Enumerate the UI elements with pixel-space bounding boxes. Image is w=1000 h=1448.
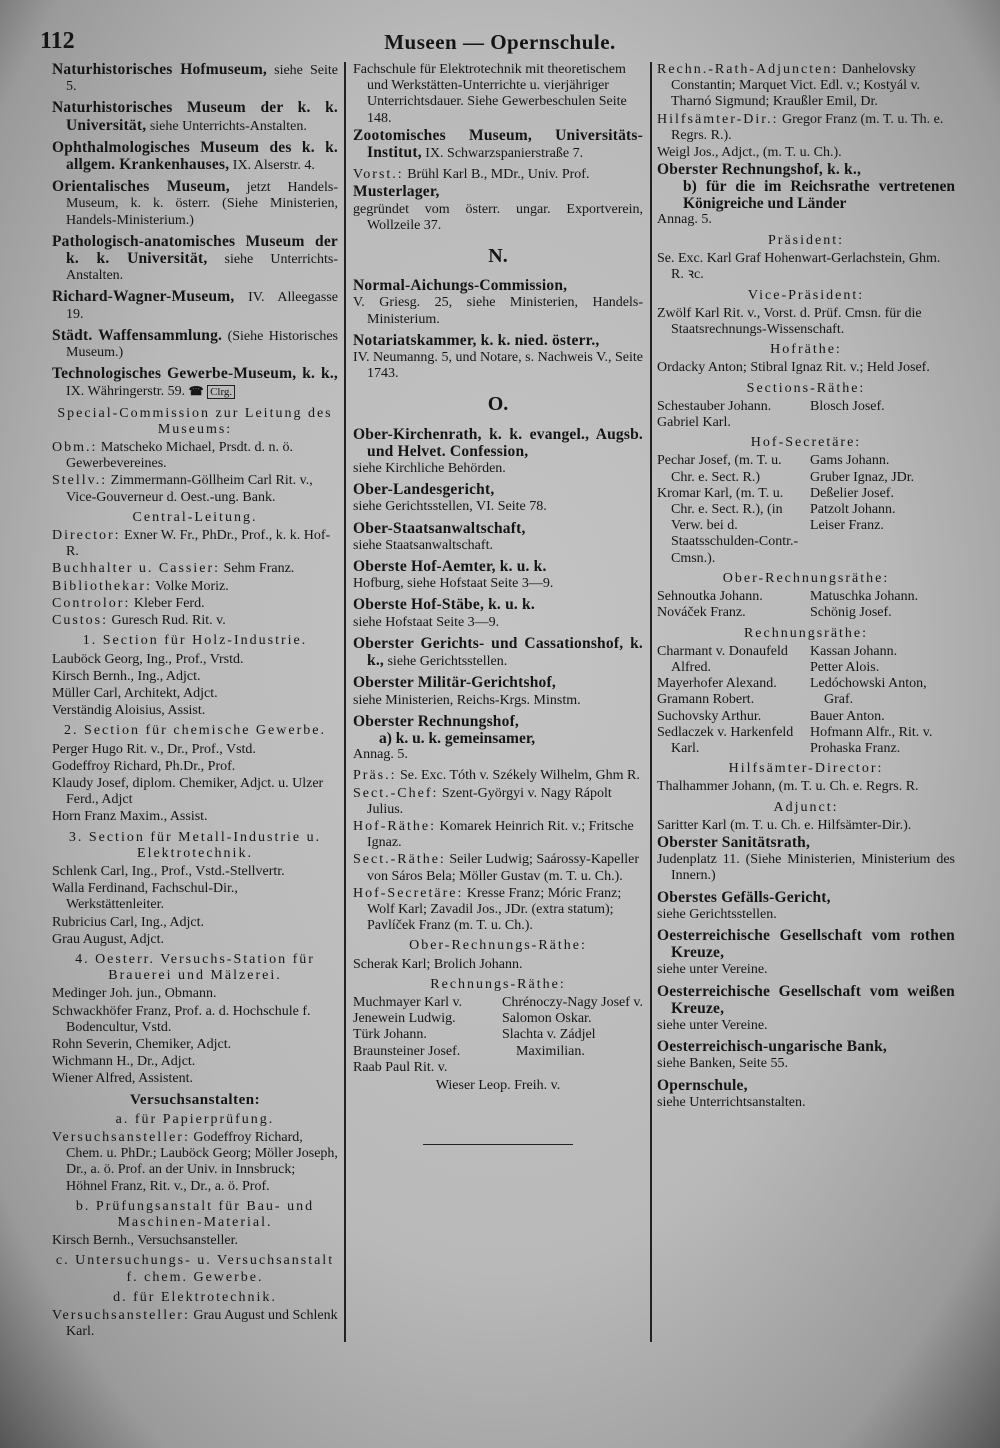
line-text: Schlenk Carl, Ing., Prof., Vstd.-Stellvertr.: [52, 863, 285, 879]
line-text: Seiler Ludwig; Saárossy-Kapeller von Sáros Bela; Möller Gustav (m. T. u. Ch.).: [367, 852, 640, 884]
person-line: [353, 819, 643, 851]
person-line: [52, 1054, 338, 1070]
person-line: [52, 1130, 338, 1195]
entry-details: IV. Neumanng. 5, und Notare, s. Nachweis V., Seite 1743.: [353, 350, 643, 382]
entry-details: siehe Seite 5.: [66, 63, 338, 95]
entry-title: Oberste Hof-Stäbe, k. u. k.: [353, 596, 535, 614]
role-label: Hof-Secretäre:: [353, 885, 464, 901]
directory-entry: [353, 559, 643, 592]
person-line: [657, 779, 955, 795]
line-text: Fachschule für Elektrotechnik mit theoretischem und Werkstätten-Unterrichte u. vierjähriger Unterrichtsdauer. Siehe Gewerbeschulen Seite 148.: [353, 62, 627, 126]
person-line: [353, 786, 643, 818]
directory-entry: [52, 289, 338, 322]
role-label: Vorst.:: [353, 167, 404, 183]
list-column-left: [657, 453, 802, 566]
entry-details: siehe Unterrichts-Anstalten.: [66, 252, 338, 284]
line-text: Godeffroy Richard, Chem. u. PhDr.; Lauböck Georg; Möller Joseph, Dr., a. ö. Prof. an der Univ. in Innsbruck; Höhnel Franz, Rit. v., Dr., a. ö. Prof.: [66, 1129, 338, 1194]
line-text: Gregor Franz (m. T. u. Th. e. Regrs. R.).: [671, 111, 944, 143]
line-text: Verständig Aloisius, Assist.: [52, 703, 206, 719]
directory-entry: [52, 140, 338, 174]
directory-entry: [657, 890, 955, 923]
directory-entry: [52, 234, 338, 285]
list-item: Chrénoczy-Nagy Josef v.: [502, 994, 643, 1010]
list-item: Patzolt Johann.: [810, 502, 896, 518]
line-text: Horn Franz Maxim., Assist.: [52, 809, 208, 825]
directory-entry: [353, 636, 643, 670]
person-line: [353, 768, 643, 784]
role-label: Buchhalter u. Cassier:: [52, 561, 221, 577]
list-item: Gruber Ignaz, JDr.: [810, 469, 915, 485]
entry-details: gegründet vom österr. ungar. Exportverein, Wollzeile 37.: [353, 201, 643, 233]
person-line: [52, 1308, 338, 1340]
person-line: [52, 759, 338, 775]
line-text: Schwackhöfer Franz, Prof. a. d. Hochschule f. Bodencultur, Vstd.: [52, 1003, 311, 1035]
entry-details: siehe unter Vereine.: [657, 962, 768, 978]
entry-subtitle: a) k. u. k. gemeinsamer,: [379, 729, 536, 747]
list-item: Gramann Robert.: [657, 692, 755, 708]
centered-line: Wieser Leop. Freih. v.: [435, 1077, 561, 1093]
person-line: [52, 776, 338, 808]
list-item: Matuschka Johann.: [810, 589, 919, 605]
list-item: Petter Alois.: [810, 659, 880, 675]
line-text: Lauböck Georg, Ing., Prof., Vrstd.: [52, 651, 244, 667]
list-item: Pechar Josef, (m. T. u. Chr. e. Sect. R.): [657, 453, 782, 485]
section-heading: 1. Section für Holz-Industrie.: [82, 633, 308, 649]
entry-details: siehe Gerichtsstellen, VI. Seite 78.: [353, 499, 547, 515]
line-text: Wiener Alfred, Assistent.: [52, 1071, 193, 1087]
list-column-right: [810, 453, 955, 566]
line-text: Kleber Ferd.: [133, 595, 205, 611]
list-column-right: [810, 399, 955, 431]
two-column-list: [657, 453, 955, 566]
entry-details: IX. Alserstr. 4.: [232, 158, 315, 174]
entry-details: IV. Alleegasse 19.: [66, 290, 338, 322]
person-line: [52, 440, 338, 472]
directory-entry: [657, 984, 955, 1035]
directory-entry: [657, 162, 955, 228]
list-item: Charmant v. Donaufeld Alfred.: [657, 643, 788, 675]
line-text: Se. Exc. Karl Graf Hohenwart-Gerlachstein, Ghm. R. ꝛc.: [657, 251, 941, 283]
directory-entry: [657, 1039, 955, 1072]
entry-details: siehe Banken, Seite 55.: [657, 1056, 789, 1072]
role-label: Versuchsansteller:: [52, 1308, 190, 1324]
person-line: [657, 306, 955, 338]
role-label: Custos:: [52, 613, 109, 629]
person-line: [52, 473, 338, 505]
entry-title: Oesterreichische Gesellschaft vom weißen Kreuze,: [657, 982, 955, 1017]
directory-entry: [52, 179, 338, 229]
list-item: Ledóchowski Anton, Graf.: [810, 676, 927, 708]
person-line: [52, 561, 338, 577]
line-text: Guresch Rud. Rit. v.: [111, 613, 226, 629]
list-item: Schönig Josef.: [810, 605, 892, 621]
section-heading: 2. Section für chemische Gewerbe.: [64, 723, 326, 739]
section-heading: Versuchsanstalten:: [129, 1091, 261, 1108]
list-column-left: [657, 644, 802, 757]
end-rule: [423, 1144, 573, 1145]
section-heading: b. Prüfungsanstalt für Bau- und Maschinen-Material.: [75, 1198, 315, 1230]
entry-details: siehe Staatsanwaltschaft.: [353, 537, 493, 553]
person-line: [52, 579, 338, 595]
line-text: Thalhammer Johann, (m. T. u. Ch. e. Regrs. R.: [657, 779, 919, 795]
person-line: [353, 852, 643, 884]
person-line: [52, 742, 338, 758]
entry-title: Oberstes Gefälls-Gericht,: [657, 888, 831, 906]
line-text: Grau August und Schlenk Karl.: [66, 1308, 338, 1340]
line-text: Danhelovsky Constantin; Marquet Vict. Edl. v.; Kostyál v. Tharnó Sigmund; Kraußler Emil, Dr.: [671, 62, 921, 110]
entry-title: Oberster Rechnungshof, k. k.,: [657, 161, 862, 179]
entry-title: Orientalisches Museum,: [52, 178, 230, 196]
line-text: Zwölf Karl Rit. v., Vorst. d. Prüf. Cmsn. für die Staatsrechnungs-Wissenschaft.: [657, 305, 922, 338]
section-heading: Hofräthe:: [770, 342, 842, 358]
entry-details: IX. Schwarzspanierstraße 7.: [425, 146, 584, 162]
person-line: [52, 1233, 338, 1249]
person-line: [52, 881, 338, 913]
line-text: Matscheko Michael, Prsdt. d. n. ö. Gewerbevereines.: [66, 440, 293, 472]
entry-details: siehe Gerichtsstellen.: [657, 906, 777, 922]
role-label: Controlor:: [52, 595, 131, 611]
two-column-list: [657, 644, 955, 757]
entry-title: Oesterreichische Gesellschaft vom rothen Kreuze,: [657, 926, 955, 962]
list-item: Slachta v. Zádjel Maximilian.: [502, 1027, 596, 1059]
entry-details: IX. Währingerstr. 59.: [66, 384, 186, 400]
entry-details: siehe Kirchliche Behörden.: [353, 461, 506, 477]
entry-details: siehe Gerichtsstellen.: [387, 654, 508, 670]
section-heading: Präsident:: [768, 233, 844, 249]
line-text: Komarek Heinrich Rit. v.; Fritsche Ignaz.: [367, 818, 634, 851]
entry-title: Städt. Waffensammlung.: [52, 326, 223, 344]
list-item: Deßelier Josef.: [810, 485, 894, 501]
entry-details: siehe Hofstaat Seite 3—9.: [353, 614, 500, 630]
person-line: [52, 932, 338, 948]
line-text: Weigl Jos., Adjct., (m. T. u. Ch.).: [657, 145, 842, 161]
section-heading: Adjunct:: [773, 799, 839, 815]
directory-entry: [52, 62, 338, 95]
line-text: Grau August, Adjct.: [52, 931, 164, 947]
person-line: [52, 613, 338, 629]
directory-entry: [52, 366, 338, 400]
entry-title: Oberste Hof-Aemter, k. u. k.: [353, 558, 547, 576]
two-column-list: [657, 589, 955, 621]
entry-details: Judenplatz 11. (Siehe Ministerien, Ministerium des Innern.): [657, 852, 955, 884]
list-item: Suchovsky Arthur.: [657, 708, 762, 724]
line-text: Müller Carl, Architekt, Adjct.: [52, 685, 218, 701]
person-line: [52, 1037, 338, 1053]
person-line: [52, 669, 338, 685]
line-text: Rohn Severin, Chemiker, Adjct.: [52, 1036, 232, 1052]
person-line: [657, 251, 955, 283]
person-line: [52, 596, 338, 612]
section-heading: 3. Section für Metall-Industrie u. Elektrotechnik.: [68, 829, 322, 861]
entry-details: siehe Unterrichts-Anstalten.: [149, 118, 307, 134]
entry-title: Ober-Staatsanwaltschaft,: [353, 519, 526, 537]
status-badge: Clrg.: [207, 385, 235, 399]
entry-details: Hofburg, siehe Hofstaat Seite 3—9.: [353, 576, 554, 592]
line-text: Klaudy Josef, diplom. Chemiker, Adjct. u. Ulzer Ferd., Adjct: [52, 775, 324, 808]
list-column-right: [502, 995, 643, 1076]
line-text: Sehm Franz.: [223, 561, 295, 577]
list-item: Hofmann Alfr., Rit. v.: [810, 724, 933, 740]
list-item: Muchmayer Karl v.: [353, 994, 463, 1010]
list-item: Nováček Franz.: [657, 605, 746, 621]
line-text: Wichmann H., Dr., Adjct.: [52, 1054, 196, 1070]
line-text: Szent-Györgyi v. Nagy Rápolt Julius.: [367, 785, 612, 817]
person-line: [52, 703, 338, 719]
entry-title: Opernschule,: [657, 1076, 748, 1094]
person-line: [353, 957, 643, 973]
section-heading: a. für Papierprüfung.: [115, 1111, 275, 1127]
list-column-left: [657, 589, 802, 621]
list-item: Leiser Franz.: [810, 518, 884, 534]
list-item: Salomon Oskar.: [502, 1011, 592, 1027]
person-line: [657, 360, 955, 376]
entry-title: Notariatskammer, k. k. nied. österr.,: [353, 331, 600, 349]
person-line: [353, 167, 643, 183]
list-column-left: [657, 399, 802, 431]
line-text: Saritter Karl (m. T. u. Ch. e. Hilfsämter-Dir.).: [657, 817, 912, 833]
directory-entry: [353, 278, 643, 328]
directory-entry: [657, 1078, 955, 1111]
list-item: Kromar Karl, (m. T. u. Chr. e. Sect. R.), (in Verw. bei d. Staatsschulden-Contr.-Cmsn.).: [657, 485, 799, 566]
section-heading: Vice-Präsident:: [747, 287, 865, 303]
entry-title: Richard-Wagner-Museum,: [52, 288, 235, 306]
role-label: Sect.-Räthe:: [353, 852, 446, 868]
entry-title: Normal-Aichungs-Commission,: [353, 277, 568, 295]
role-label: Rechn.-Rath-Adjuncten:: [657, 62, 839, 77]
person-line: [52, 809, 338, 825]
role-label: Sect.-Chef:: [353, 785, 439, 801]
person-line: [52, 1071, 338, 1087]
entry-title: Oberster Gerichts- und Cassationshof, k. k.,: [353, 634, 643, 670]
line-text: Kirsch Bernh., Ing., Adjct.: [52, 668, 201, 684]
role-label: Präs.:: [353, 768, 397, 784]
person-line: [657, 145, 955, 161]
list-item: Schestauber Johann.: [657, 398, 772, 414]
entry-details: Annag. 5.: [657, 211, 712, 227]
column-left: [52, 62, 338, 1341]
section-heading: Ober-Rechnungs-Räthe:: [409, 938, 587, 954]
entry-details: siehe unter Vereine.: [657, 1017, 768, 1033]
list-column-left: [353, 995, 494, 1076]
person-line: [52, 652, 338, 668]
list-column-right: [810, 589, 955, 621]
line-text: Kirsch Bernh., Versuchsansteller.: [52, 1233, 238, 1249]
section-heading: Special-Commission zur Leitung des Museums:: [57, 405, 333, 437]
list-item: Mayerhofer Alexand.: [657, 676, 777, 692]
section-heading: Central-Leitung.: [132, 509, 258, 525]
column-middle: [353, 62, 643, 1145]
entry-details: siehe Unterrichtsanstalten.: [657, 1094, 806, 1110]
person-line: [52, 864, 338, 880]
telephone-icon: ☎: [188, 384, 204, 399]
entry-title: Ophthalmologisches Museum des k. k. allgem. Krankenhauses,: [52, 138, 338, 174]
entry-title: Ober-Landesgericht,: [353, 481, 495, 499]
directory-entry: [353, 482, 643, 515]
list-item: Kassan Johann.: [810, 643, 898, 659]
entry-title: Oberster Sanitätsrath,: [657, 833, 811, 851]
entry-details: siehe Ministerien, Reichs-Krgs. Minstm.: [353, 692, 581, 708]
person-line: [52, 528, 338, 560]
line-text: Godeffroy Richard, Ph.Dr., Prof.: [52, 758, 236, 774]
directory-entry: [657, 928, 955, 979]
entry-title: Pathologisch-anatomisches Museum der k. k. Universität,: [52, 232, 338, 268]
entry-details: (Siehe Historisches Museum.): [66, 328, 339, 361]
role-label: Hof-Räthe:: [353, 818, 436, 834]
entry-title: Oberster Militär-Gerichtshof,: [353, 674, 556, 692]
directory-entry: [52, 100, 338, 134]
list-item: Gams Johann.: [810, 453, 890, 469]
line-text: Brühl Karl B., MDr., Univ. Prof.: [407, 167, 590, 183]
directory-entry: [353, 128, 643, 162]
role-label: Bibliothekar:: [52, 578, 152, 594]
list-column-right: [810, 644, 955, 757]
person-line: [657, 818, 955, 834]
line-text: Se. Exc. Tóth v. Székely Wilhelm, Ghm R.: [400, 768, 640, 784]
line-text: Scherak Karl; Brolich Johann.: [353, 956, 523, 972]
list-item: Türk Johann.: [353, 1027, 427, 1043]
role-label: Versuchsansteller:: [52, 1129, 190, 1145]
list-item: Sehnoutka Johann.: [657, 589, 763, 605]
section-heading: c. Untersuchungs- u. Versuchsanstalt f. chem. Gewerbe.: [55, 1253, 335, 1285]
directory-entry: [353, 521, 643, 554]
list-item: Braunsteiner Josef.: [353, 1043, 461, 1059]
section-heading: Ober-Rechnungsräthe:: [722, 570, 890, 586]
person-line: [52, 986, 338, 1002]
column-divider: [650, 62, 652, 1342]
role-label: Director:: [52, 528, 121, 544]
line-text: Zimmermann-Göllheim Carl Rit. v., Vice-Gouverneur d. Oest.-ung. Bank.: [66, 473, 313, 505]
entry-title: Musterlager,: [353, 183, 440, 201]
line-text: Kresse Franz; Móric Franz; Wolf Karl; Zavadil Jos., JDr. (extra statum); Pavlíček Franz (m. T. u. Ch.).: [367, 885, 622, 934]
column-divider: [344, 62, 346, 1342]
role-label: Hilfsämter-Dir.:: [657, 111, 779, 127]
line-text: Medinger Joh. jun., Obmann.: [52, 986, 217, 1002]
line-text: Walla Ferdinand, Fachschul-Dir., Werkstättenleiter.: [52, 881, 238, 913]
directory-entry: [353, 597, 643, 630]
directory-entry: [353, 714, 643, 764]
section-heading: 4. Oesterr. Versuchs-Station für Brauerei und Mälzerei.: [75, 951, 315, 984]
list-item: Prohaska Franz.: [810, 740, 901, 756]
two-column-list: [353, 995, 643, 1076]
line-text: Ordacky Anton; Stibral Ignaz Rit. v.; Held Josef.: [657, 360, 930, 376]
person-line: [657, 112, 955, 144]
column-right: [657, 62, 955, 1116]
directory-entry: [353, 333, 643, 383]
role-label: Obm.:: [52, 440, 98, 456]
list-item: Raab Paul Rit. v.: [353, 1059, 448, 1075]
entry-subtitle: b) für die im Reichsrathe vertretenen Königreiche und Länder: [683, 178, 955, 212]
person-line: [52, 686, 338, 702]
entry-title: Oberster Rechnungshof,: [353, 712, 520, 730]
page-number: 112: [40, 28, 75, 54]
list-item: Blosch Josef.: [810, 398, 885, 414]
section-heading: Hof-Secretäre:: [750, 435, 862, 451]
entry-title: Zootomisches Museum, Universitäts-Institut,: [353, 126, 643, 162]
directory-entry: [52, 328, 338, 361]
line-text: Perger Hugo Rit. v., Dr., Prof., Vstd.: [52, 741, 256, 757]
role-label: Stellv.:: [52, 473, 108, 489]
directory-entry: [353, 427, 643, 478]
directory-entry: [353, 675, 643, 708]
entry-title: Technologisches Gewerbe-Museum, k. k.,: [52, 365, 338, 383]
entry-title: Oesterreichisch-ungarische Bank,: [657, 1038, 887, 1056]
section-heading: Sections-Räthe:: [746, 380, 866, 396]
person-line: [353, 62, 643, 127]
running-title: Museen — Opernschule.: [384, 30, 616, 54]
alphabet-letter: N.: [488, 245, 508, 268]
line-text: Rubricius Carl, Ing., Adjct.: [52, 914, 205, 930]
two-column-list: [657, 399, 955, 431]
section-heading: Rechnungsräthe:: [743, 625, 869, 641]
section-heading: d. für Elektrotechnik.: [113, 1289, 277, 1305]
entry-details: jetzt Handels-Museum, k. k. österr. (Siehe Ministerien, Handels-Ministerium.): [66, 180, 338, 228]
entry-details: Annag. 5.: [353, 747, 408, 763]
entry-title: Ober-Kirchenrath, k. k. evangel., Augsb. und Helvet. Confession,: [353, 425, 643, 460]
line-text: Volke Moriz.: [155, 578, 229, 594]
line-text: Exner W. Fr., PhDr., Prof., k. k. Hof-R.: [66, 528, 331, 560]
person-line: [52, 1004, 338, 1036]
list-item: Jenewein Ludwig.: [353, 1011, 456, 1027]
alphabet-letter: O.: [487, 393, 509, 416]
person-line: [52, 915, 338, 931]
person-line: [657, 62, 955, 111]
person-line: [353, 886, 643, 935]
list-item: Gabriel Karl.: [657, 415, 731, 431]
entry-title: Naturhistorisches Museum der k. k. Universität,: [52, 99, 338, 134]
entry-title: Naturhistorisches Hofmuseum,: [52, 61, 268, 78]
list-item: Sedlaczek v. Harkenfeld Karl.: [657, 724, 794, 756]
directory-entry: [657, 835, 955, 885]
section-heading: Rechnungs-Räthe:: [430, 976, 566, 992]
section-heading: Hilfsämter-Director:: [728, 761, 884, 777]
entry-details: V. Griesg. 25, siehe Ministerien, Handels-Ministerium.: [353, 295, 643, 327]
directory-entry: [353, 184, 643, 234]
list-item: Bauer Anton.: [810, 708, 885, 724]
